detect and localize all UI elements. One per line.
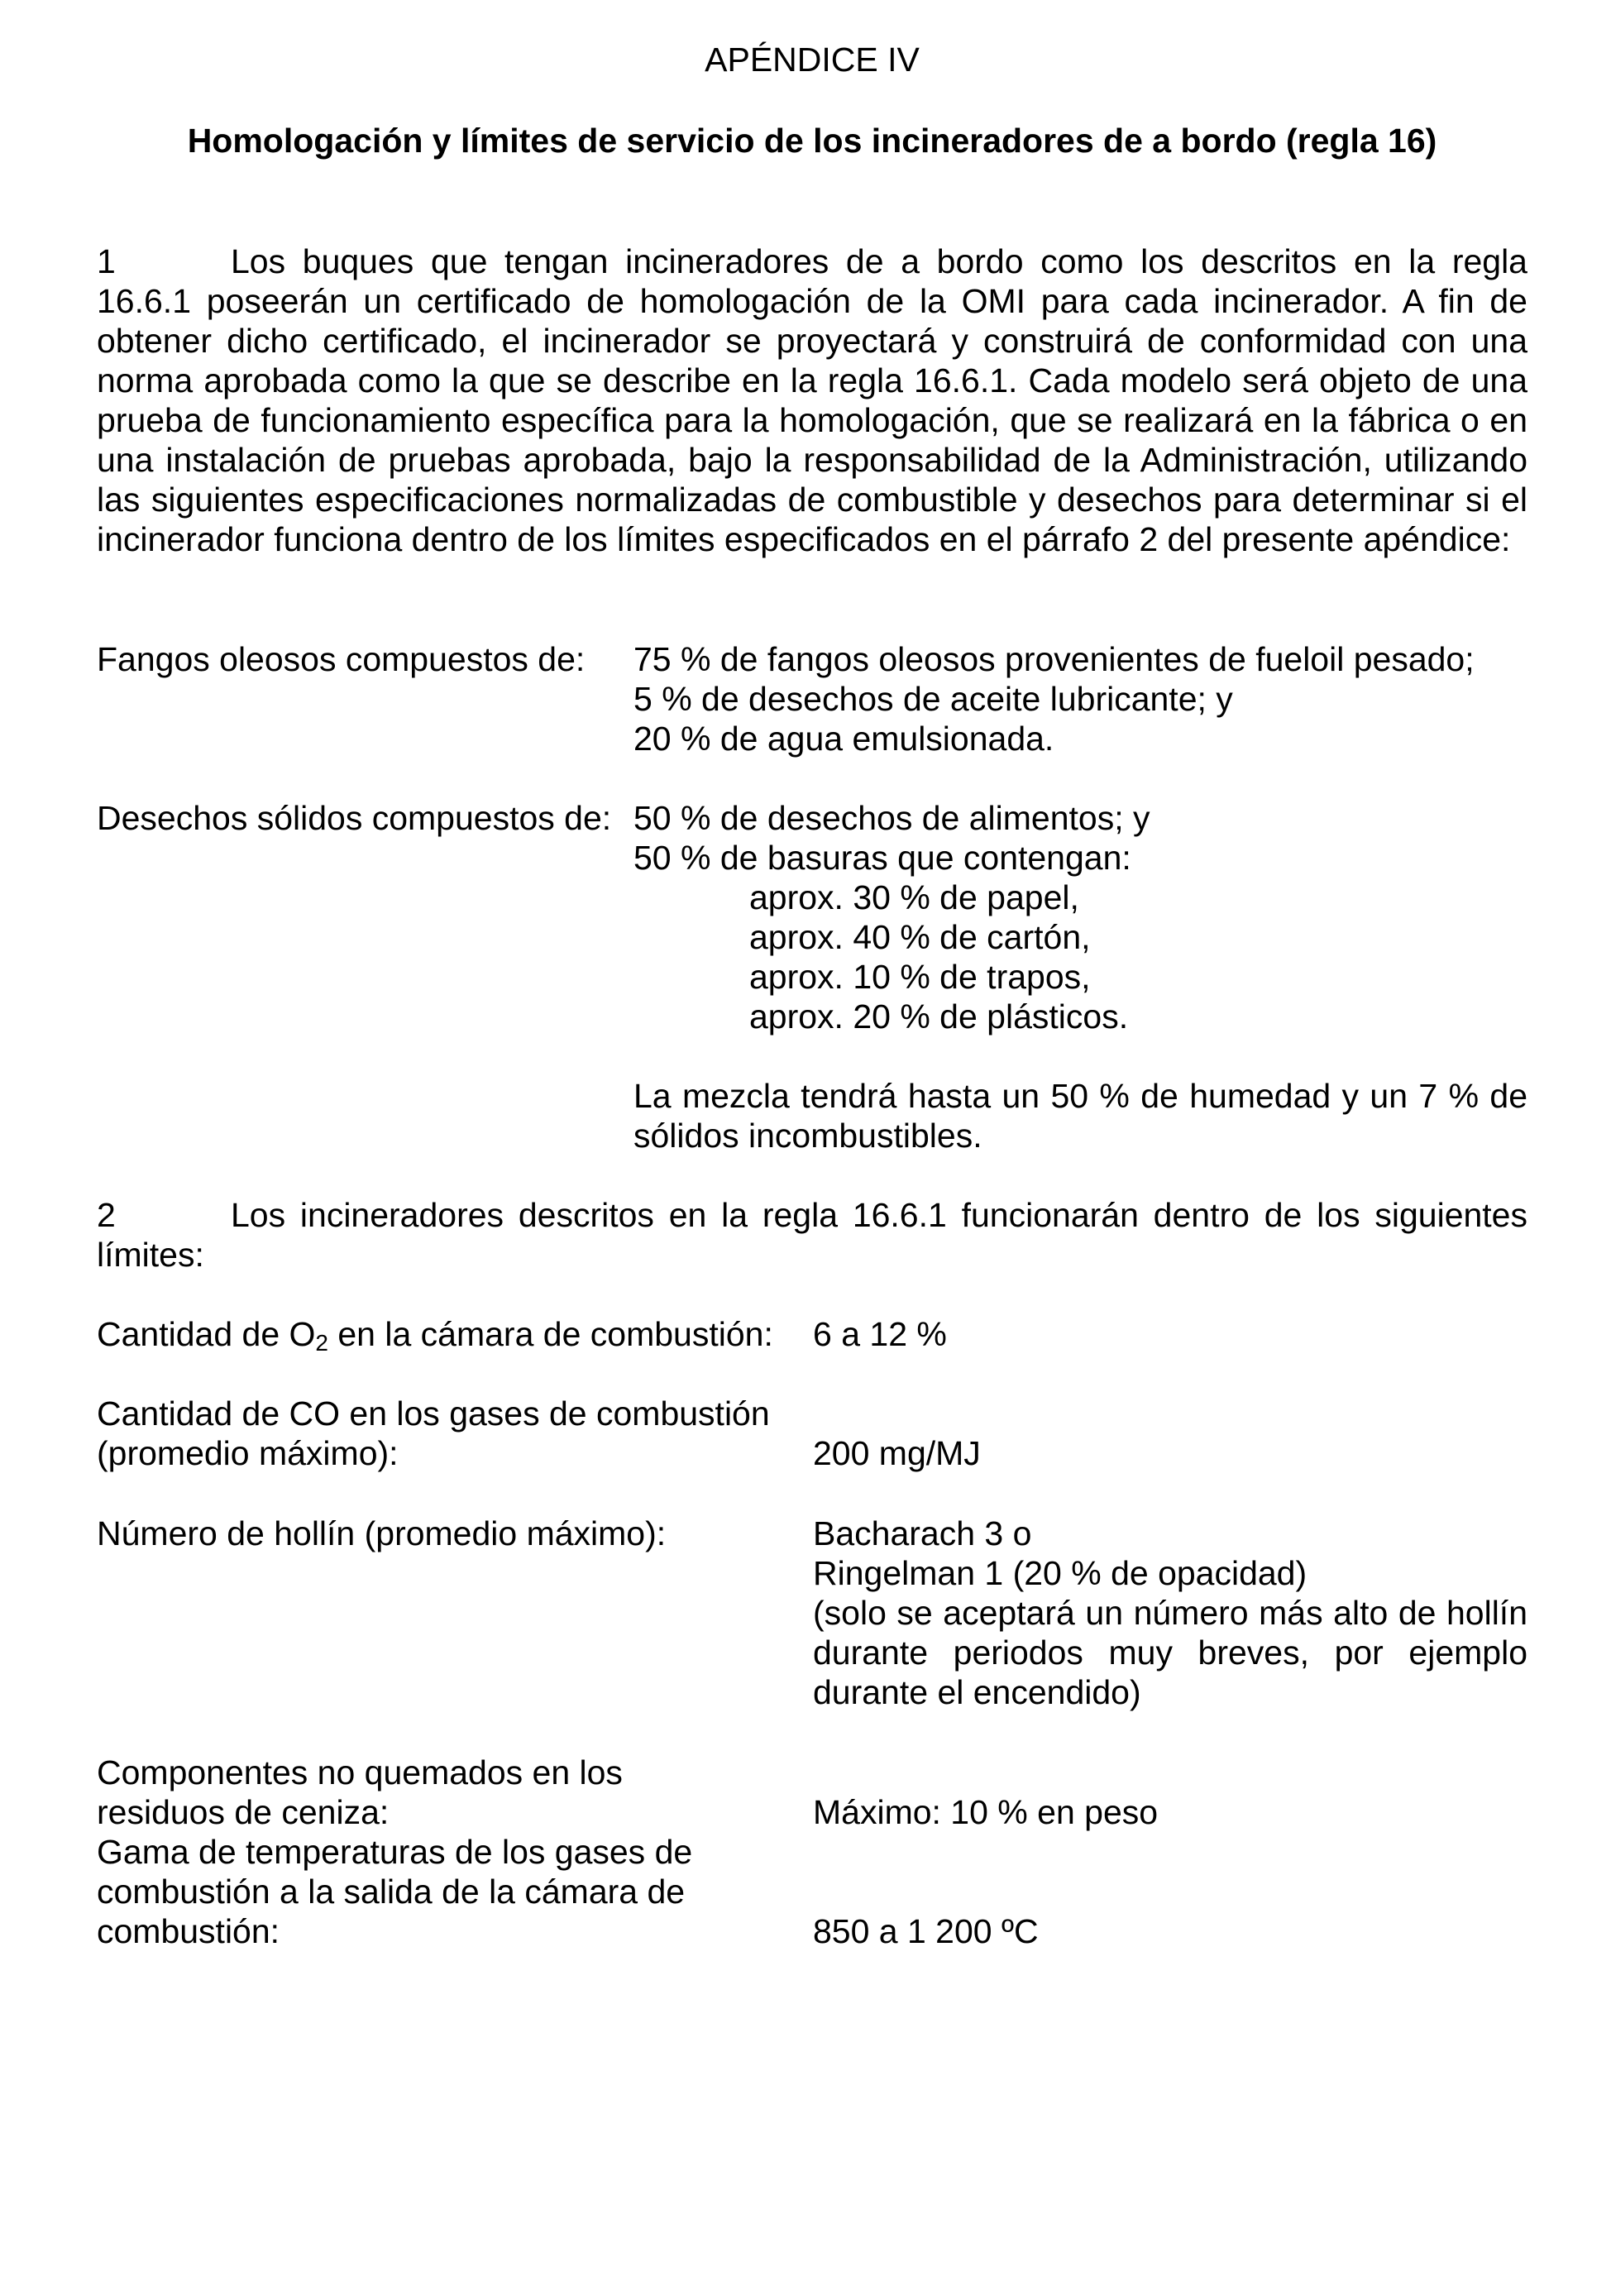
garbage-component: aprox. 20 % de plásticos.: [749, 997, 1129, 1036]
garbage-component: aprox. 30 % de papel,: [749, 878, 1079, 916]
sludge-label: Fangos oleosos compuestos de:: [97, 640, 586, 678]
limit-co: [97, 1394, 1527, 1473]
limit-temperature: [97, 1832, 1527, 1951]
limit-soot-value: Bacharach 3 o Ringelman 1 (20 % de opacidad) (solo se aceptará un número más alto de hollín durante periodos muy breves, por ejemplo durante el encendido): [813, 1514, 1527, 1711]
solid-waste-item: 50 % de desechos de alimentos; y: [633, 799, 1150, 837]
limit-o2-label: Cantidad de $O_2$ en la cámara de combustión:: [97, 1315, 773, 1356]
section-1-paragraph: [97, 242, 1527, 559]
section-2-number: 2: [97, 1196, 116, 1234]
garbage-component: aprox. 10 % de trapos,: [749, 958, 1091, 996]
limit-ash-label: Componentes no quemados en los residuos de ceniza:: [97, 1753, 623, 1831]
garbage-component: aprox. 40 % de cartón,: [749, 918, 1091, 956]
mixture-note: La mezcla tendrá hasta un 50 % de humedad y un 7 % de sólidos incombustibles.: [633, 1077, 1527, 1155]
limit-o2: [97, 1314, 1527, 1354]
limit-co-value: 200 mg/MJ: [813, 1434, 981, 1472]
sludge-item: 20 % de agua emulsionada.: [633, 720, 1054, 758]
solid-waste-label: Desechos sólidos compuestos de:: [97, 799, 612, 837]
section-1-number: 1: [97, 242, 116, 280]
appendix-heading: APÉNDICE IV: [705, 41, 920, 79]
section-2-paragraph: [97, 1195, 1527, 1275]
limit-temperature-value: 850 a 1 200 ºC: [813, 1912, 1039, 1950]
sludge-item: 75 % de fangos oleosos provenientes de fueloil pesado;: [633, 640, 1475, 678]
limit-ash-value: Máximo: 10 % en peso: [813, 1793, 1159, 1831]
limit-temperature-label: Gama de temperaturas de los gases de combustión a la salida de la cámara de combustión:: [97, 1833, 693, 1950]
solid-waste-spec: [97, 798, 1527, 1155]
limit-ash: [97, 1753, 1527, 1832]
solid-waste-item: 50 % de basuras que contengan:: [633, 839, 1131, 877]
limit-co-label: Cantidad de CO en los gases de combustión (promedio máximo):: [97, 1394, 770, 1472]
limit-soot-label: Número de hollín (promedio máximo):: [97, 1514, 667, 1552]
sludge-spec: [97, 639, 1527, 758]
limit-o2-value: 6 a 12 %: [813, 1315, 947, 1353]
section-1-text: Los buques que tengan incineradores de a bordo como los descritos en la regla 16.6.1 poseerán un certificado de homologación de la OMI para cada incinerador. A fin de obtener dicho certificado, el incinerador se proyectará y construirá de conformidad con una norma aprobada como la que se describe en la regla 16.6.1. Cada modelo será objeto de una prueba de funcionamiento específica para la homologación, que se realizará en la fábrica o en una instalación de pruebas aprobada, bajo la responsabilidad de la Administración, utilizando las siguientes especificaciones normalizadas de combustible y desechos para determinar si el incinerador funciona dentro de los límites especificados en el párrafo 2 del presente apéndice:: [97, 242, 1527, 558]
document-title: Homologación y límites de servicio de los incineradores de a bordo (regla 16): [187, 122, 1437, 160]
section-2-text: Los incineradores descritos en la regla 16.6.1 funcionarán dentro de los siguientes límites:: [97, 1196, 1527, 1274]
limit-soot: [97, 1514, 1527, 1712]
sludge-item: 5 % de desechos de aceite lubricante; y: [633, 680, 1233, 718]
